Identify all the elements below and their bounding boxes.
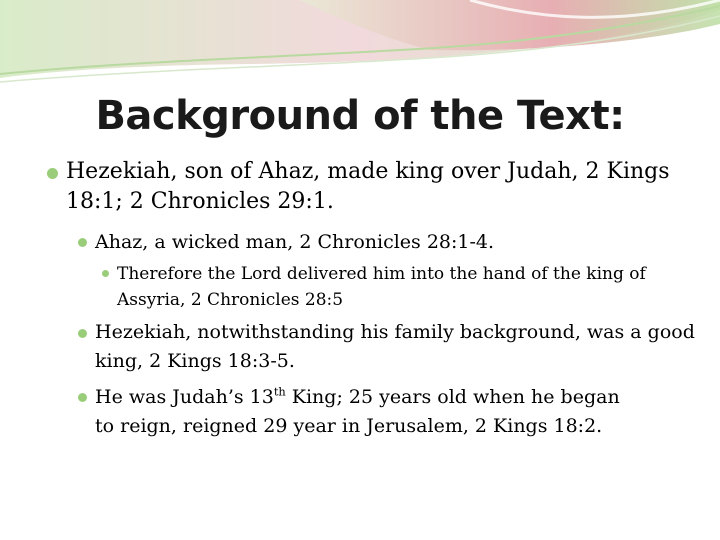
bullet-dot-icon [78, 329, 87, 338]
slide-title: Background of the Text: [95, 93, 625, 139]
bullet-dot-icon [78, 393, 87, 402]
bullet-dot-icon [78, 238, 87, 247]
bullet-level2: Hezekiah, notwithstanding his family background, was a good king, 2 Kings 18:3-5. [95, 321, 695, 372]
bullet-dot-icon [47, 168, 58, 179]
bullet-dot-icon [102, 270, 109, 277]
bullet-level2 [95, 383, 635, 441]
bullet-text-part: King; 25 years old when he began to reign, reigned 29 year in Jerusalem, 2 Kings 18:2. [95, 386, 620, 437]
ordinal-superscript: th [273, 384, 286, 399]
bullet-text-part: He was Judah’s 13 [95, 386, 274, 408]
bullet-level2: Ahaz, a wicked man, 2 Chronicles 28:1-4. [95, 231, 495, 253]
bullet-level1: Hezekiah, son of Ahaz, made king over Judah, 2 Kings 18:1; 2 Chronicles 29:1. [66, 159, 670, 214]
bullet-level3: Therefore the Lord delivered him into the hand of the king of Assyria, 2 Chronicles 28:5 [117, 264, 646, 310]
